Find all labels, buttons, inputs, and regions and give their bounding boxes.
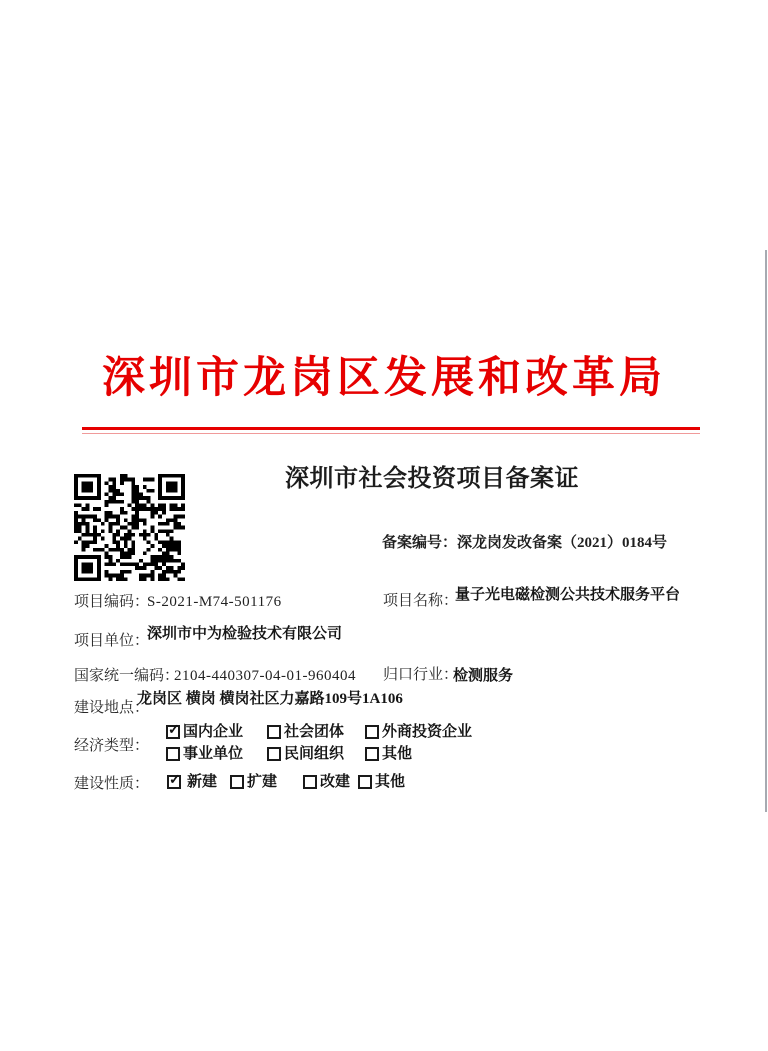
construction-nature-label: 建设性质：	[74, 776, 150, 792]
project-unit-value: 深圳市中为检验技术有限公司	[147, 626, 343, 642]
filing-number-label: 备案编号：	[382, 535, 458, 551]
checkbox-icon	[358, 775, 372, 789]
checkbox-icon	[365, 725, 379, 739]
project-code-value: S-2021-M74-501176	[147, 594, 282, 610]
economic-type-option	[365, 724, 472, 741]
location-value: 龙岗区 横岗 横岗社区力嘉路109号1A106	[137, 691, 403, 707]
checkbox-label: 新建	[187, 774, 218, 790]
economic-type-option	[365, 746, 412, 763]
checkbox-label: 事业单位	[183, 746, 244, 762]
certificate-title: 深圳市社会投资项目备案证	[285, 466, 579, 492]
construction-nature-option	[303, 774, 350, 791]
checkbox-icon	[230, 775, 244, 789]
project-name-value: 量子光电磁检测公共技术服务平台	[455, 587, 681, 603]
checkbox-label: 民间组织	[284, 746, 345, 762]
agency-letterhead: 深圳市龙岗区发展和改革局	[102, 355, 666, 402]
checkbox-icon	[167, 775, 181, 789]
industry-value: 检测服务	[453, 668, 514, 684]
letterhead-rule-thick	[82, 427, 700, 430]
project-unit-label: 项目单位：	[74, 633, 150, 649]
industry-label: 归口行业：	[383, 667, 459, 683]
construction-nature-option	[358, 774, 405, 791]
checkbox-label: 改建	[320, 774, 351, 790]
letterhead-rule-thin	[82, 433, 700, 434]
checkbox-icon	[365, 747, 379, 761]
checkbox-icon	[303, 775, 317, 789]
checkbox-label: 扩建	[247, 774, 278, 790]
construction-nature-option	[230, 774, 277, 791]
economic-type-option	[166, 724, 243, 741]
filing-number-value: 深龙岗发改备案（2021）0184号	[457, 535, 668, 551]
checkbox-icon	[267, 747, 281, 761]
construction-nature-option	[167, 774, 217, 791]
national-code-label: 国家统一编码：	[74, 668, 180, 684]
location-label: 建设地点：	[74, 700, 150, 716]
checkbox-label: 其他	[382, 746, 413, 762]
page-edge-line	[765, 250, 767, 812]
project-name-label: 项目名称：	[383, 593, 459, 609]
checkbox-icon	[166, 747, 180, 761]
checkbox-label: 国内企业	[183, 724, 244, 740]
checkbox-label: 其他	[375, 774, 406, 790]
checkbox-icon	[267, 725, 281, 739]
checkbox-label: 社会团体	[284, 724, 345, 740]
economic-type-option	[267, 724, 344, 741]
checkbox-icon	[166, 725, 180, 739]
economic-type-option	[166, 746, 243, 763]
national-code-value: 2104-440307-04-01-960404	[174, 668, 356, 684]
economic-type-option	[267, 746, 344, 763]
economic-type-label: 经济类型：	[74, 738, 150, 754]
project-code-label: 项目编码：	[74, 594, 150, 610]
checkbox-label: 外商投资企业	[382, 724, 473, 740]
qr-code	[74, 474, 185, 581]
filing-number	[382, 535, 667, 552]
